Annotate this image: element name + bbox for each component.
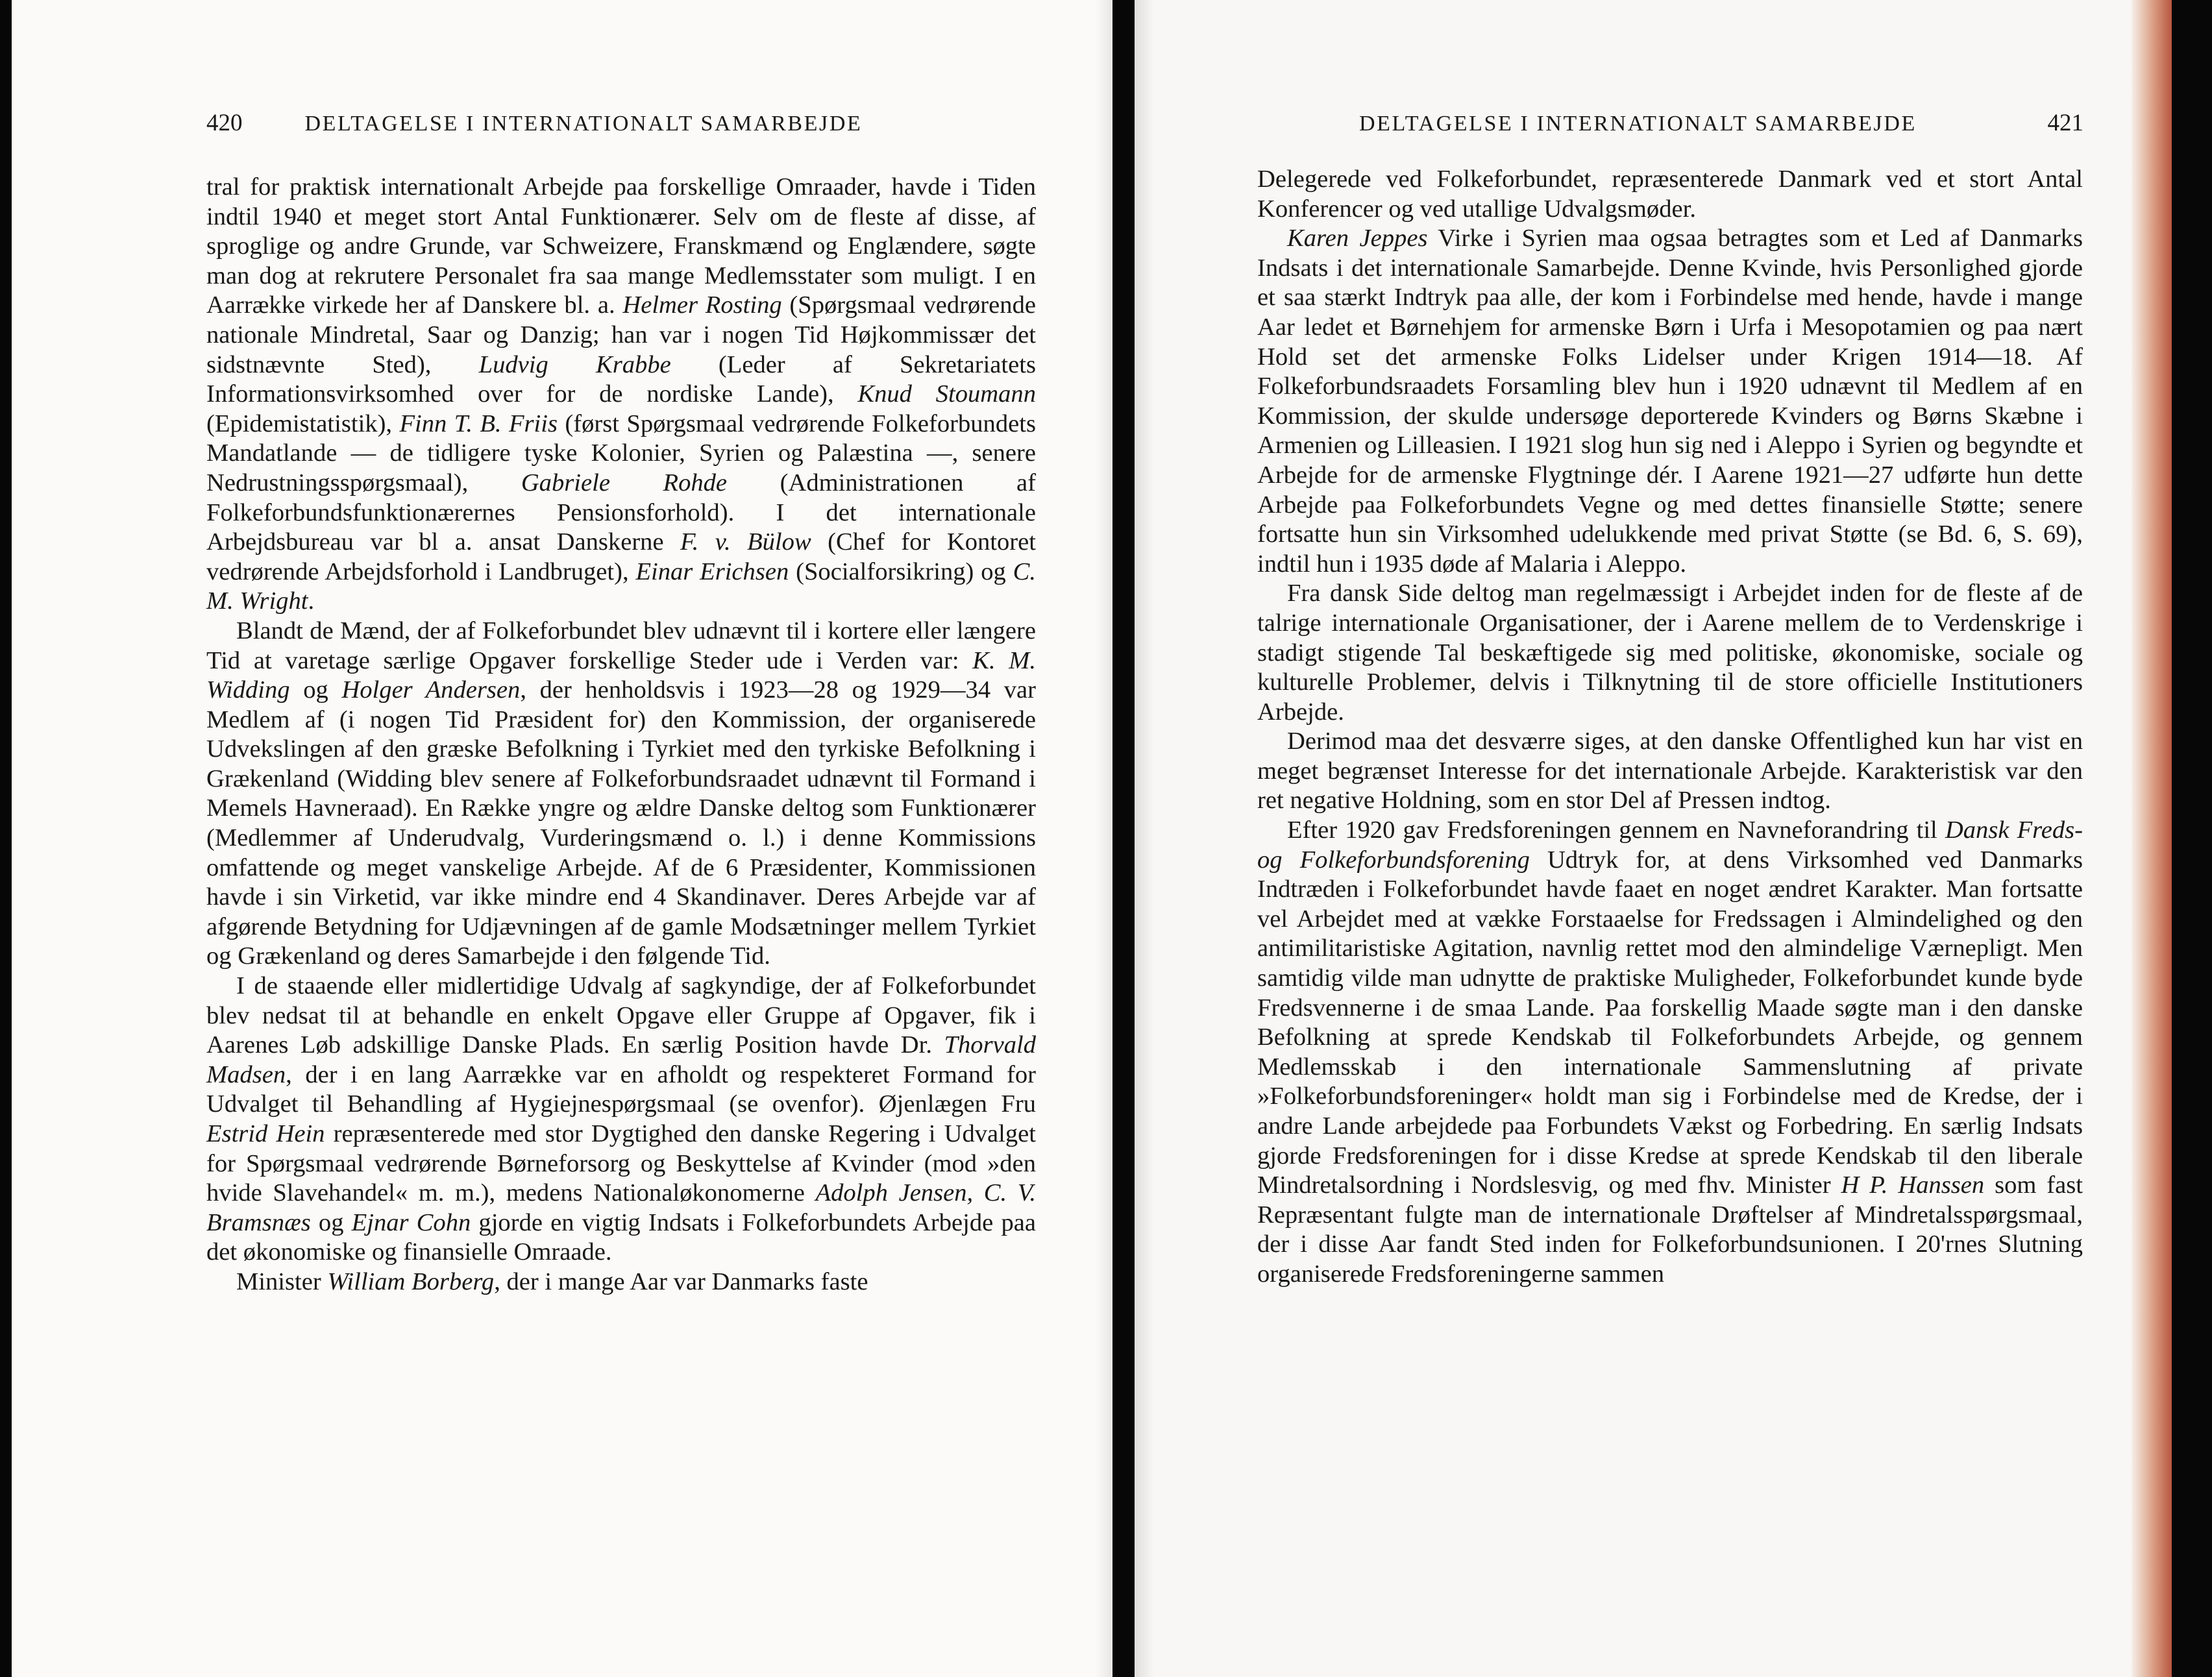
text-run: , der i en lang Aarrække var en afholdt og respekteret Formand for Udvalget til Behandling af Hygiejnespørgsmaal (se ovenfor). Øjenlægen Fru <box>206 1060 1036 1118</box>
italic-name: Finn T. B. Friis <box>399 410 558 437</box>
italic-name: Adolph Jensen, C. V. Bramsnæs <box>206 1179 1036 1236</box>
left-body-text <box>206 173 1036 1297</box>
paragraph <box>1257 579 2083 727</box>
running-head-right <box>1359 109 2083 148</box>
italic-name: H P. Hanssen <box>1841 1171 1985 1199</box>
text-run: , der i mange Aar var Danmarks faste <box>494 1267 868 1295</box>
italic-name: Knud Stoumann <box>857 380 1036 408</box>
italic-name: Karen Jeppes <box>1287 225 1428 252</box>
text-run: (Socialforsikring) og <box>789 557 1013 585</box>
italic-name: F. v. Bülow <box>680 528 811 556</box>
text-run: Delegerede ved Folkeforbundet, repræsenterede Danmark ved et stort Antal Konferencer og ved utallige Udvalgsmøder. <box>1257 165 2083 223</box>
italic-name: Helmer Rosting <box>622 291 782 319</box>
italic-name: Thorvald Madsen <box>206 1031 1036 1088</box>
paragraph <box>206 617 1036 972</box>
italic-name: K. M. Widding <box>206 646 1036 704</box>
text-run: repræsenterede med stor Dygtighed den danske Regering i Udvalget for Spørgsmaal vedrørende Børneforsorg og Beskyttelse af Kvinder (mod »den hvide Slavehandel« m. m.), medens Nationaløkonomerne <box>206 1120 1036 1207</box>
text-run: (Leder af Sekretariatets Informationsvirksomhed over for de nordiske Lande), <box>206 350 1036 408</box>
running-head-title-right: DELTAGELSE I INTERNATIONALT SAMARBEJDE <box>1359 112 1917 136</box>
text-run: gjorde en vigtig Indsats i Folkeforbundets Arbejde paa det økonomiske og finansielle Omraade. <box>206 1208 1036 1266</box>
italic-name: William Borberg <box>327 1267 495 1295</box>
paragraph <box>1257 224 2083 579</box>
italic-name: Holger Andersen <box>341 676 521 704</box>
page-number-left: 420 <box>206 110 243 136</box>
text-run: Efter 1920 gav Fredsforeningen gennem en Navneforandring til <box>1287 816 1945 844</box>
running-head-title-left: DELTAGELSE I INTERNATIONALT SAMARBEJDE <box>304 112 863 136</box>
italic-name: C. M. Wright <box>206 557 1037 615</box>
paragraph <box>1257 816 2083 1290</box>
gutter-shadow <box>1135 0 1154 1677</box>
italic-name: Dansk Freds- og Folkeforbundsforening <box>1257 816 2083 874</box>
paragraph <box>1257 165 2083 224</box>
text-run: , der henholdsvis i 1923—28 og 1929—34 var Medlem af (i nogen Tid Præsident for) den Kommission, der organiserede Udvekslingen af den græske Befolkning i Tyrkiet med den tyrkiske Befolkning i Grækenland (Widding blev senere af Folkeforbundsraadet udnævnt til Formand i Memels Havneraad). En Række yngre og ældre Danske deltog som Funktionærer (Medlemmer af Underudvalg, Vurderingsmænd o. l.) i denne Kommissions omfattende og meget vanskelige Arbejde. Af de 6 Præsidenter, Kommissionen havde i sin Virketid, var ikke mindre end 4 Skandinaver. Deres Arbejde var af afgørende Betydning for Udjævningen af de gamle Modsætninger mellem Tyrkiet og Grækenland og deres Samarbejde i den følgende Tid. <box>206 676 1036 970</box>
text-run: og <box>289 676 342 704</box>
text-run: som fast Repræsentant fulgte man de internationale Drøftelser af Mindretalsspørgsmaal, der i disse Aar fandt Sted inden for Folkeforbundsunionen. I 20'rnes Slutning organiserede Fredsforeningerne sammen <box>1257 1171 2083 1288</box>
italic-name: Estrid Hein <box>206 1120 325 1147</box>
text-run: Fra dansk Side deltog man regelmæssigt i Arbejdet inden for de fleste af de talrige internationale Organisationer, der i Aarene mellem de to Verdenskrige i stadigt stigende Tal beskæftigede sig med politiske, økonomiske, sociale og kulturelle Problemer, delvis i Tilknytning til de store officielle Institutioners Arbejde. <box>1257 580 2083 726</box>
paragraph <box>1257 727 2083 816</box>
text-run: og <box>310 1208 352 1236</box>
text-run: I de staaende eller midlertidige Udvalg af sagkyndige, der af Folkeforbundet blev nedsat til at behandle en enkelt Opgave eller Gruppe af Opgaver, fik i Aarenes Løb adskillige Danske Plads. En særlig Position havde Dr. <box>206 972 1036 1059</box>
text-run: . <box>308 587 315 615</box>
right-body-text <box>1257 165 2083 1290</box>
paragraph <box>206 173 1036 617</box>
book-page-edge <box>2132 0 2172 1677</box>
right-page <box>1135 0 2172 1677</box>
text-run: Udtryk for, at dens Virksomhed ved Danmarks Indtræden i Folkeforbundet havde faaet en noget ændret Karakter. Man fortsatte vel Arbejdet med at vække Forstaaelse for Fredssagen i Almindelighed og den antimilitaristiske Agitation, navnlig rettet mod den almindelige Værnepligt. Men samtidig vilde man udnytte de praktiske Muligheder, Folkeforbundet kunde byde Fredsvennerne i de smaa Lande. Paa forskellig Maade søgte man i den danske Befolkning at sprede Kendskab til Folkeforbundets Arbejde, og gennem Medlemsskab i den internationale Sammenslutning af private »Folkeforbundsforeninger« holdt man sig i Forbindelse med de Kredse, der i andre Lande arbejdede paa Forbundets Vækst og Forbedring. En særlig Indsats gjorde Fredsforeningen for i disse Kredse at sprede Kendskab til den liberale Mindretalsordning i Nordslesvig, og med fhv. Minister <box>1257 846 2083 1199</box>
italic-name: Ludvig Krabbe <box>478 350 671 378</box>
text-run: Derimod maa det desværre siges, at den danske Offentlighed kun har vist en meget begrænset Interesse for det internationale Arbejde. Karakteristisk var den ret negative Holdning, som en stor Del af Pressen indtog. <box>1257 728 2083 814</box>
text-run: Virke i Syrien maa ogsaa betragtes som et Led af Danmarks Indsats i det internationale Samarbejde. Denne Kvinde, hvis Personlighed gjorde et saa stærkt Indtryk paa alle, der kom i Forbindelse med hende, havde i mange Aar ledet et Børnehjem for armenske Børn i Urfa i Mesopotamien og paa nært Hold set det armenske Folks Lidelser under Krigen 1914—18. Af Folkeforbundsraadets Forsamling blev hun i 1920 udnævnt til Medlem af en Kommission, der skulde undersøge deporterede Kvinders og Børns Skæbne i Armenien og Lilleasien. I 1921 slog hun sig ned i Aleppo i Syrien og begyndte et Arbejde for de armenske Flygtninge dér. I Aarene 1921—27 udførte hun dette Arbejde paa Folkeforbundets Vegne og med dettes finansielle Støtte; senere fortsatte hun sin Virksomhed udelukkende med privat Støtte (se Bd. 6, S. 69), indtil hun i 1935 døde af Malaria i Aleppo. <box>1257 225 2083 578</box>
text-run: (Administrationen af Folkeforbundsfunktionærernes Pensionsforhold). I det internationale Arbejdsbureau var bl a. ansat Danskerne <box>206 469 1036 556</box>
italic-name: Einar Erichsen <box>635 557 789 585</box>
paragraph <box>206 972 1036 1267</box>
italic-name: Gabriele Rohde <box>521 469 728 496</box>
text-run: (Chef for Kontoret vedrørende Arbejdsforhold i Landbruget), <box>206 528 1036 585</box>
gutter-shadow <box>1096 0 1112 1677</box>
running-head-left <box>206 109 927 148</box>
left-page <box>12 0 1112 1677</box>
paragraph <box>206 1267 1036 1297</box>
page-number-right: 421 <box>2047 110 2083 136</box>
text-run: (først Spørgsmaal vedrørende Folkeforbundets Mandatlande — de tidligere tyske Kolonier, Syrien og Palæstina —, senere Nedrustningsspørgsmaal), <box>206 410 1036 496</box>
text-run: Minister <box>236 1267 328 1295</box>
italic-name: Ejnar Cohn <box>351 1208 471 1236</box>
text-run: tral for praktisk internationalt Arbejde paa forskellige Omraader, havde i Tiden indtil 1940 et meget stort Antal Funktionærer. Selv om de fleste af disse, af sproglige og andre Grunde, var Schweizere, Franskmænd og Englændere, søgte man dog at rekrutere Personalet fra saa mange Medlemsstater som muligt. I en Aarrække virkede her af Danskere bl. a. <box>206 173 1036 319</box>
text-run: (Spørgsmaal vedrørende nationale Mindretal, Saar og Danzig; han var i nogen Tid Højkommissær det sidstnævnte Sted), <box>206 291 1036 378</box>
text-run: (Epidemistatistik), <box>206 410 400 437</box>
text-run: Blandt de Mænd, der af Folkeforbundet blev udnævnt til i kortere eller længere Tid at varetage særlige Opgaver forskellige Steder ude i Verden var: <box>206 617 1036 674</box>
